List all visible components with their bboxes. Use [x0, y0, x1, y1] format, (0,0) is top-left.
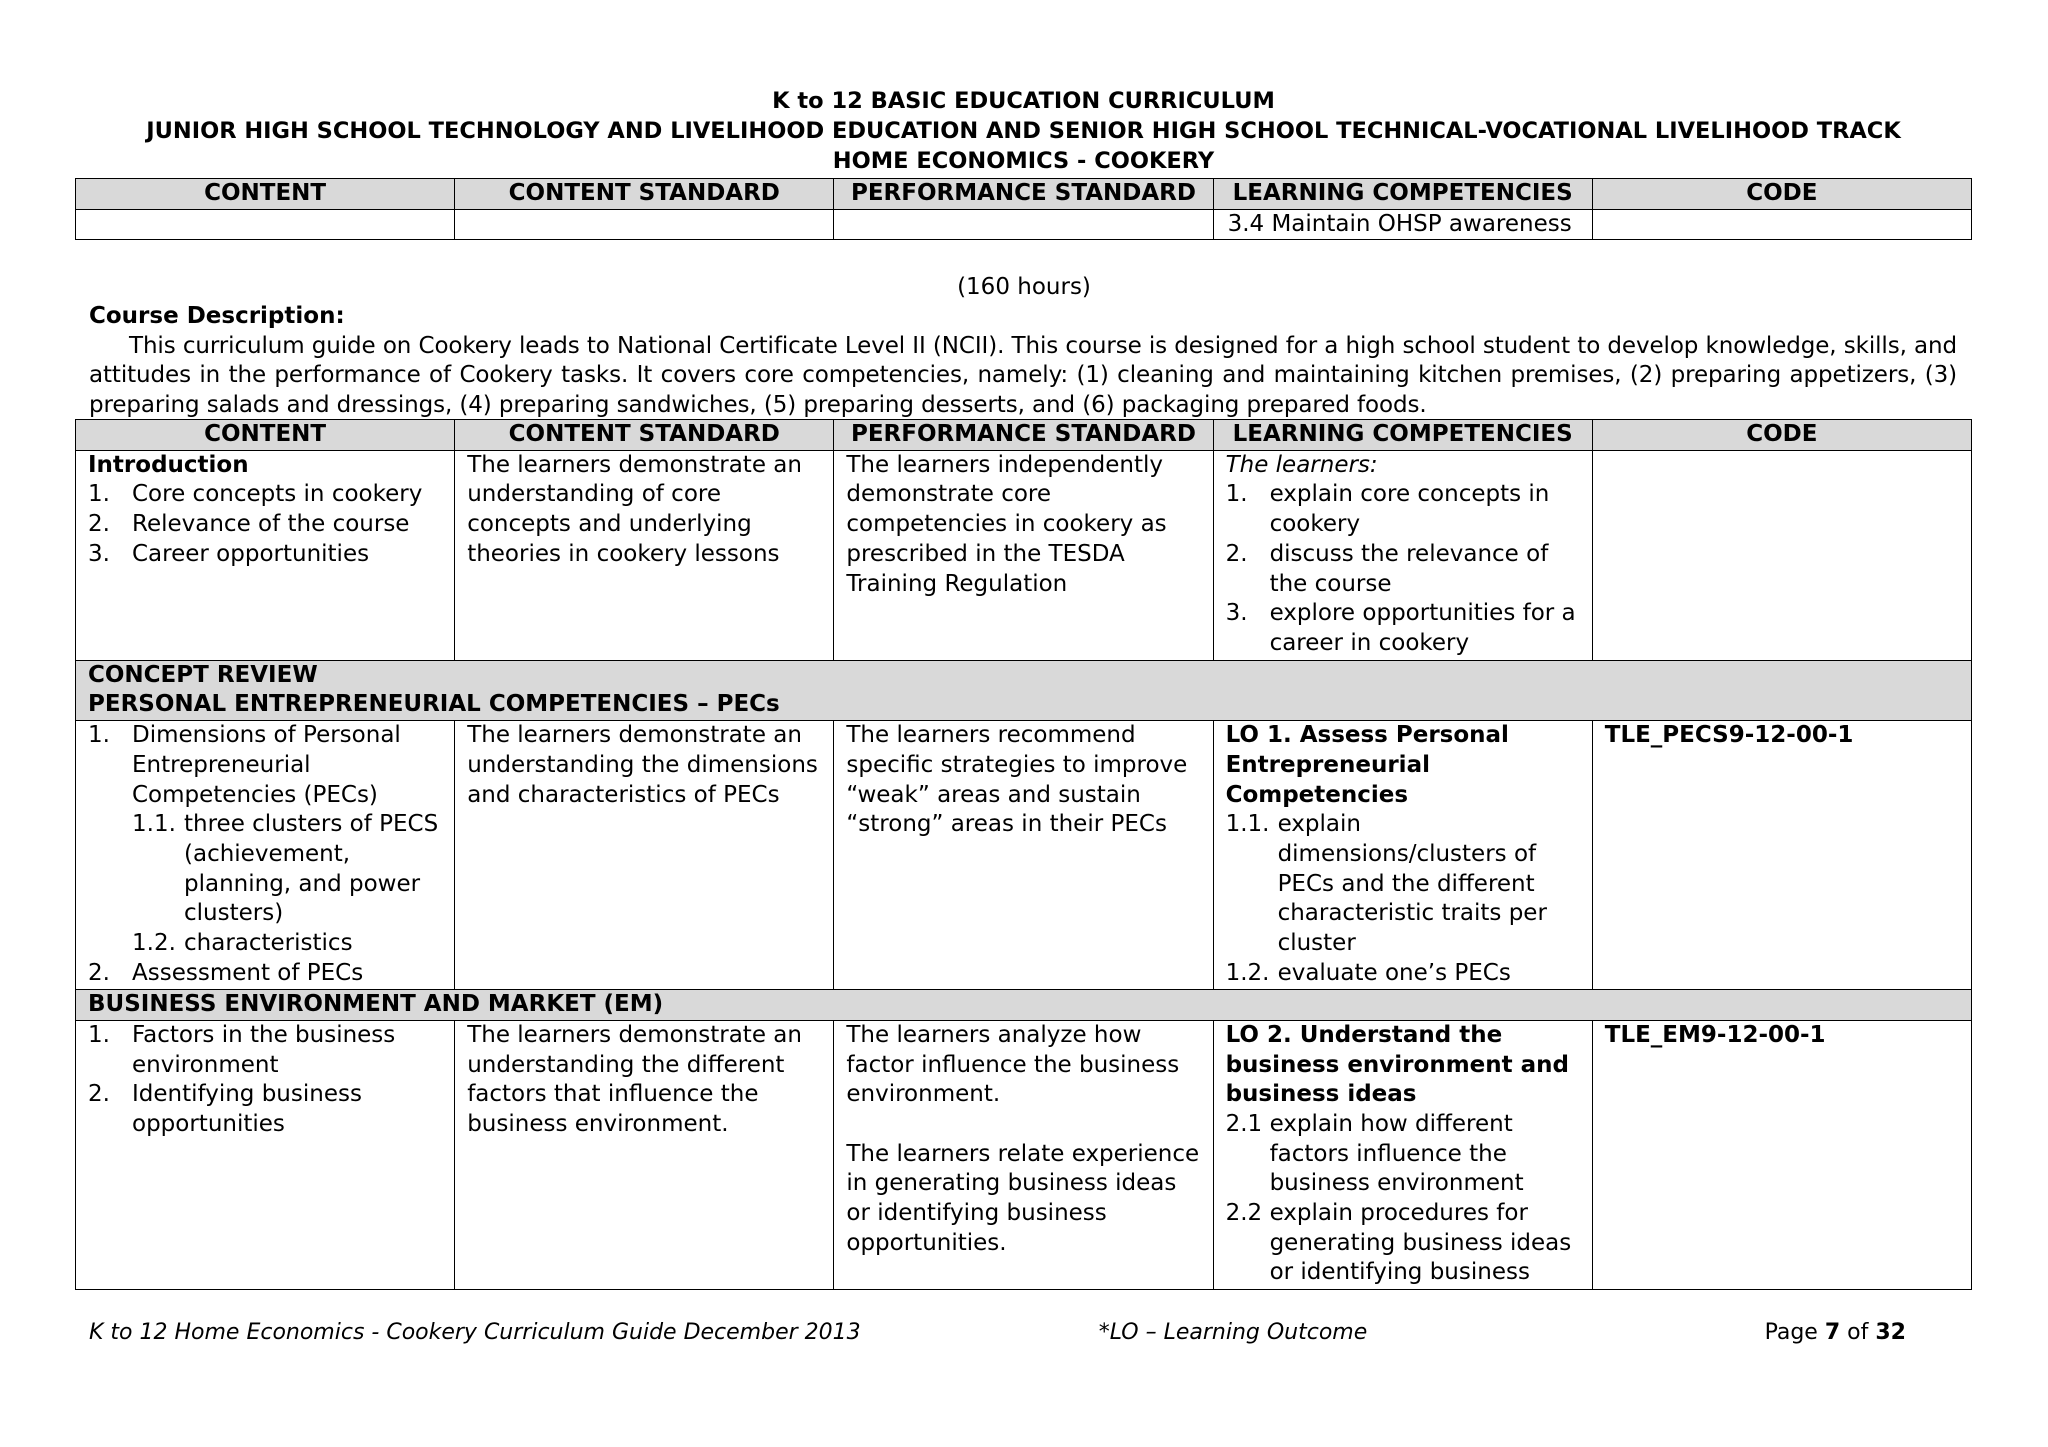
header-subtitle: JUNIOR HIGH SCHOOL TECHNOLOGY AND LIVELIHOOD EDUCATION AND SENIOR HIGH SCHOOL TECHNICAL-VOCATIONAL LIVELIHOOD TRACK — [146, 118, 1901, 144]
list-item: 1.2. evaluate one’s PECs — [1225, 959, 1511, 986]
pecs-topic-list — [88, 721, 442, 988]
cell-content — [76, 721, 455, 990]
list-item: 1. Dimensions of Personal Entrepreneurial Competencies (PECs) 1.1. three clusters of PECS (achievement, planning, and power clusters) 1.2. characteristics — [88, 721, 442, 959]
curriculum-table — [75, 419, 1972, 1290]
header-track: HOME ECONOMICS - COOKERY — [832, 148, 1215, 174]
table-row-pecs — [76, 721, 1972, 990]
list-item: 3. explore opportunities for a career in cookery — [1225, 600, 1576, 656]
section-heading: BUSINESS ENVIRONMENT AND MARKET (EM) — [76, 990, 1972, 1021]
learning-outcome-title: LO 1. Assess Personal Entrepreneurial Competencies — [1225, 722, 1509, 808]
list-item: 1.1. three clusters of PECS (achievement, planning, and power clusters) — [132, 811, 439, 927]
footer-lo-note: *LO – Learning Outcome — [1098, 1320, 1368, 1345]
col-header-content: CONTENT — [76, 420, 455, 451]
continuation-table — [75, 178, 1972, 240]
list-item: 3. Career opportunities — [88, 540, 370, 567]
table-row-introduction — [76, 450, 1972, 660]
header-title: K to 12 BASIC EDUCATION CURRICULUM — [772, 88, 1275, 114]
course-description-body: This curriculum guide on Cookery leads to National Certificate Level II (NCII). This course is designed for a high school student to develop knowledge, skills, and attitudes in the performance of Cookery tasks. It covers core competencies, namely: (1) cleaning and maintaining kitchen premises, (2) preparing appetizers, (3) preparing salads and dressings, (4) preparing sandwiches, (5) preparing desserts, and (6) packaging prepared foods. — [89, 332, 1957, 419]
cell-code — [1592, 209, 1971, 240]
table-header-row — [76, 179, 1972, 210]
cell-performance-standard: The learners recommend specific strategies to improve “weak” areas and sustain “strong” areas in their PECs — [834, 721, 1213, 990]
cell-content-standard: The learners demonstrate an understanding of core concepts and underlying theories in cookery lessons — [455, 450, 834, 660]
list-item: 2. Assessment of PECs — [88, 959, 364, 986]
performance-standard-1: The learners analyze how factor influence the business environment. — [846, 1021, 1180, 1108]
cell-performance-standard: The learners independently demonstrate core competencies in cookery as prescribed in the TESDA Training Regulation — [834, 450, 1213, 660]
competency-list — [1226, 1110, 1580, 1288]
page-label: Page — [1764, 1320, 1818, 1345]
performance-standard-2: The learners relate experience in generating business ideas or identifying business opportunities. — [846, 1140, 1200, 1256]
cell-competency — [1213, 721, 1592, 990]
col-header-learning-competencies: LEARNING COMPETENCIES — [1213, 420, 1592, 451]
footer-guide-title: K to 12 Home Economics - Cookery Curriculum Guide December 2013 — [89, 1320, 861, 1345]
cell-content — [76, 1020, 455, 1289]
competency-list — [1226, 480, 1580, 658]
competency-list — [1226, 810, 1580, 988]
cell-code: TLE_EM9-12-00-1 — [1592, 1020, 1971, 1289]
cell-competency — [1213, 450, 1592, 660]
col-header-performance-standard: PERFORMANCE STANDARD — [834, 420, 1213, 451]
col-header-code: CODE — [1592, 420, 1971, 451]
learning-outcome-title: LO 2. Understand the business environment and business ideas — [1225, 1021, 1570, 1108]
list-item: 2.2 explain procedures for generating business ideas or identifying business — [1225, 1200, 1572, 1286]
competency-intro: The learners: — [1225, 451, 1378, 478]
cell-content-standard — [455, 209, 834, 240]
col-header-learning-competencies: LEARNING COMPETENCIES — [1213, 179, 1592, 210]
section-subtitle: PERSONAL ENTREPRENEURIAL COMPETENCIES – PECs — [88, 691, 780, 718]
list-item: 2. Identifying business opportunities — [88, 1081, 362, 1137]
list-item: 1.2. characteristics — [132, 930, 353, 957]
col-header-performance-standard: PERFORMANCE STANDARD — [834, 179, 1213, 210]
table-header-row — [76, 420, 1972, 451]
list-item: 1. Factors in the business environment — [88, 1021, 396, 1078]
list-item: 1.1. explain dimensions/clusters of PECs and the different characteristic traits per cluster — [1225, 811, 1547, 957]
intro-topic-list — [88, 480, 442, 569]
page-current: 7 — [1824, 1320, 1841, 1345]
intro-title: Introduction — [88, 451, 249, 478]
page-total: 32 — [1875, 1320, 1906, 1345]
business-topic-list — [88, 1021, 442, 1140]
list-item: 1. Core concepts in cookery — [88, 481, 423, 508]
section-title: CONCEPT REVIEW — [88, 661, 318, 688]
section-row-business-environment — [76, 990, 1972, 1021]
cell-competency: 3.4 Maintain OHSP awareness — [1213, 209, 1592, 240]
col-header-content-standard: CONTENT STANDARD — [455, 179, 834, 210]
cell-performance-standard — [834, 1020, 1213, 1289]
cell-performance-standard — [834, 209, 1213, 240]
footer-page-number — [1765, 1318, 1906, 1348]
cell-content — [76, 450, 455, 660]
col-header-content-standard: CONTENT STANDARD — [455, 420, 834, 451]
course-hours: (160 hours) — [957, 274, 1091, 300]
page-of-label: of — [1847, 1320, 1869, 1345]
cell-content-standard: The learners demonstrate an understanding the dimensions and characteristics of PECs — [455, 721, 834, 990]
list-item: 1. explain core concepts in cookery — [1225, 481, 1550, 538]
section-row-concept-review — [76, 660, 1972, 720]
section-heading — [76, 660, 1972, 720]
cell-code: TLE_PECS9-12-00-1 — [1592, 721, 1971, 990]
cell-code — [1592, 450, 1971, 660]
course-description-title: Course Description: — [89, 303, 345, 329]
col-header-content: CONTENT — [76, 179, 455, 210]
course-description — [89, 302, 1957, 421]
table-row — [76, 209, 1972, 240]
cell-content-standard: The learners demonstrate an understanding the different factors that influence the business environment. — [455, 1020, 834, 1289]
pecs-subtopic-list — [132, 810, 442, 959]
document-header — [75, 86, 1972, 176]
list-item: 2.1 explain how different factors influence the business environment — [1225, 1110, 1524, 1197]
cell-content — [76, 209, 455, 240]
spacer — [846, 1110, 1200, 1140]
col-header-code: CODE — [1592, 179, 1971, 210]
table-row-business-environment — [76, 1020, 1972, 1289]
list-item: 2. discuss the relevance of the course — [1225, 540, 1549, 597]
list-item: 2. Relevance of the course — [88, 511, 410, 538]
cell-competency — [1213, 1020, 1592, 1289]
